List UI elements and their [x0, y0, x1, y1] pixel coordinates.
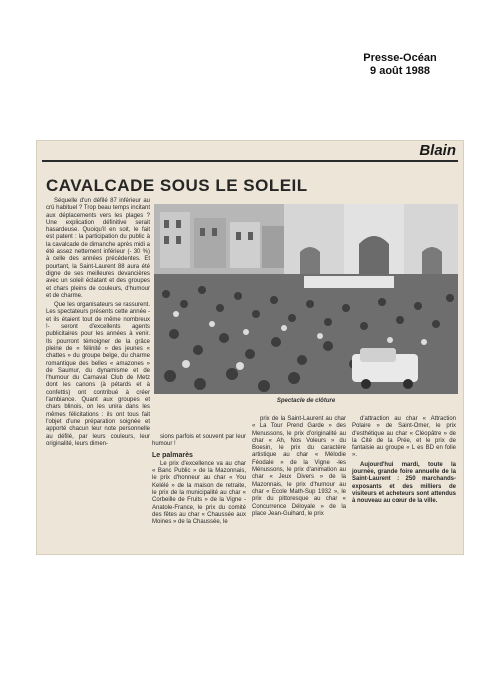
parade-photo [154, 204, 458, 394]
article-column-4 [352, 416, 456, 508]
fair-announcement: Aujourd'hui mardi, toute la journée, grande foire annuelle de la Saint-Laurent : 250 marchands-exposants et des milliers de visiteurs et acheteurs sont attendus à nouveau au cœur de la ville. [352, 461, 456, 505]
header-rule [42, 160, 458, 162]
town-header: Blain [419, 142, 456, 159]
article-column-2 [152, 434, 246, 529]
publication-name: Presse-Océan [363, 52, 437, 64]
photo-caption: Spectacle de clôture [276, 398, 336, 404]
paragraph: prix de la Saint-Laurent au char « La Tour Prend Garde » des Menussons, le prix d'originalité au char « Ah, Nos Voleurs » du Boesin, le prix du caractère artistique au char « Mélodie Féodale » de la Vigne -les Ménussons, le prix d'animation au char « Jeux Divers » de la Mazonnais, le prix d'humour au char « Ecole Math-Sup 1932 », le prix du pittoresque au char « Concurrence Déloyale » de la place Jean-Guihard, le prix [252, 416, 346, 517]
paragraph: d'attraction au char « Attraction Polaire » de Saint-Omer, le prix d'esthétique au char « Cléopâtre » de la Cité de la Prée, et le prix de fantaisie au groupe « L es BD en folie ». [352, 416, 456, 459]
source-header [350, 52, 450, 78]
parade-photo-drawing [154, 204, 458, 394]
palmares-heading: Le palmarès [152, 451, 193, 459]
publication-date: 9 août 1988 [370, 65, 430, 77]
paragraph: sions parfois et souvent par leur humour ! [152, 434, 246, 448]
paragraph: Le prix d'excellence va au char « Banc Public » de la Mazonnais, le prix d'honneur au char « You Kelélé » de la maison de retraite, le prix de la municipalité au char « Corbeille de Fruits » de la Vigne -Anatole-France, le prix du comité des fêtes au char « Chaussée aux Moines » de la Chaussée, le [152, 460, 246, 526]
article-column-3 [252, 416, 346, 520]
paragraph: Séquelle d'un défilé 87 inférieur au crû habituel ? Trop beau temps incitant aux déplacements vers les plages ? Une explication définitive serait hasardeuse. Quoiqu'il en soit, le fait est patent : la participation du public à la cavalcade de dimanche après midi a été assez nettement inférieur (- 30 %) à celle des années précédentes. Et pourtant, la Saint-Laurent 88 aura été digne de ses meilleures devancières avec un soleil éclatant et des groupes et chars pleins de couleurs, d'humour et de charme. [46, 198, 150, 299]
paragraph: Que les organisateurs se rassurent. Les spectateurs présents cette année -et ils étaient tout de même nombreux !- seront d'excellents agents publicitaires pour les années à venir. Ils pourront témoigner de la grâce pleine de « félinité » des jeunes « chattes » du groupe belge, du charme romantique des belles « amazones » de Saumur, du dynamisme et de l'humour du Carnaval Club de Metz dont les canons (à pétards et à confettis) ont contribué à créer l'ambiance. Quant aux groupes et chars blinois, on les unira dans les mêmes félicitations : ils ont tous fait l'objet d'une préparation soignée et apporté chacun leur note personnelle au défilé, par leurs couleurs, leur originalité, leurs dimen- [46, 302, 150, 447]
article-headline: CAVALCADE SOUS LE SOLEIL [46, 176, 308, 195]
article-column-1 [46, 198, 150, 450]
newspaper-clipping [36, 140, 464, 555]
